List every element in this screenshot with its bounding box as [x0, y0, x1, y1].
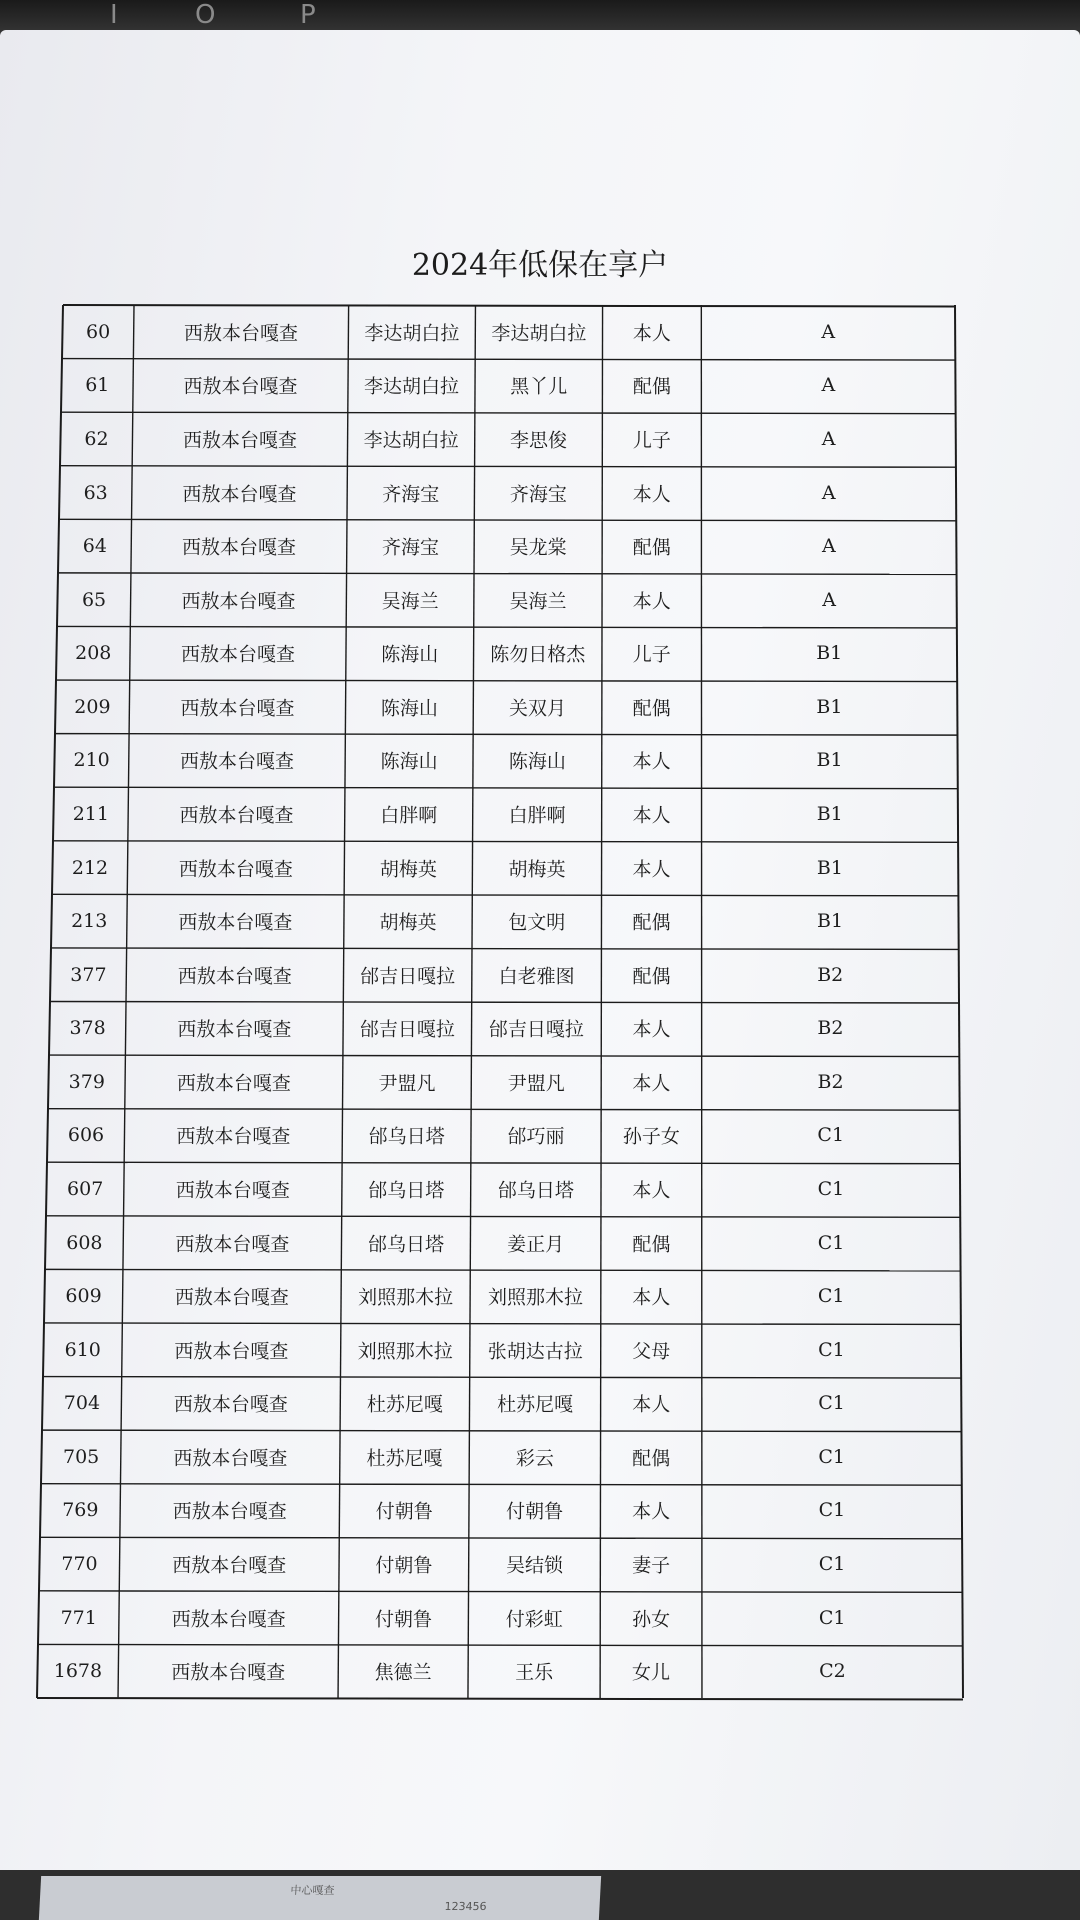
- table-row-line: [55, 734, 957, 736]
- table-row-line: [61, 412, 956, 414]
- table-row-line: [44, 1323, 961, 1325]
- table-row-line: [56, 680, 957, 682]
- table-cell: 377: [70, 963, 107, 986]
- table-cell: 白胖啊: [380, 804, 438, 827]
- table-cell: C1: [818, 1445, 846, 1468]
- table-cell: 西敖本台嘎查: [175, 1233, 290, 1256]
- table-cell: 女儿: [632, 1661, 671, 1684]
- table-cell: 配偶: [632, 536, 671, 559]
- table-cell: C1: [817, 1285, 845, 1308]
- table-cell: A: [822, 588, 836, 611]
- table-cell: 西敖本台嘎查: [177, 965, 292, 988]
- table-cell: 210: [73, 749, 110, 772]
- table-cell: 西敖本台嘎查: [176, 1125, 291, 1148]
- table-cell: 张胡达古拉: [487, 1340, 583, 1363]
- table-cell: 212: [71, 856, 109, 879]
- table-cell: 西敖本台嘎查: [178, 858, 293, 881]
- table-cell: 西敖本台嘎查: [179, 750, 294, 773]
- table-cell: 771: [60, 1606, 97, 1629]
- table-row-line: [42, 1430, 961, 1432]
- table-cell: 付朝鲁: [506, 1500, 564, 1523]
- table-cell: 60: [86, 320, 111, 343]
- table-cell: 李达胡白拉: [364, 375, 460, 398]
- table-cell: 李达胡白拉: [363, 429, 459, 452]
- table-row-line: [59, 519, 956, 521]
- table-cell: 本人: [632, 1393, 671, 1416]
- table-cell: 西敖本台嘎查: [178, 911, 293, 934]
- table-cell: A: [821, 481, 836, 504]
- table-cell: 西敖本台嘎查: [180, 697, 295, 720]
- table-cell: 邰乌日塔: [368, 1125, 445, 1148]
- table-cell: 209: [74, 695, 111, 718]
- table-cell: 西敖本台嘎查: [183, 375, 298, 398]
- table-cell: B1: [817, 910, 844, 933]
- table-cell: 609: [65, 1285, 102, 1308]
- table-cell: 李达胡白拉: [491, 322, 587, 345]
- table-row-line: [63, 305, 955, 307]
- table-cell: 付朝鲁: [375, 1608, 433, 1631]
- table-column-line: [600, 305, 602, 1698]
- table-column-line: [701, 305, 702, 1698]
- table-cell: 胡梅英: [379, 911, 437, 934]
- table-row-line: [60, 466, 956, 468]
- table-cell: 吴海兰: [381, 590, 439, 613]
- table-cell: A: [821, 320, 836, 343]
- table-cell: 邰吉日嘎拉: [359, 1018, 455, 1041]
- page-title: 2024年低保在享户: [411, 248, 669, 283]
- table-cell: 64: [82, 535, 107, 558]
- table-cell: 西敖本台嘎查: [181, 536, 297, 559]
- table-row-line: [41, 1484, 962, 1486]
- table-cell: 吴海兰: [509, 590, 567, 613]
- table-cell: 西敖本台嘎查: [184, 322, 299, 345]
- table-cell: 西敖本台嘎查: [177, 1018, 292, 1041]
- table-cell: 211: [72, 802, 109, 825]
- table-cell: 本人: [632, 858, 671, 881]
- table-row-line: [51, 948, 959, 950]
- table-cell: 彩云: [515, 1447, 554, 1470]
- table-cell: B2: [817, 1070, 844, 1093]
- table-cell: 邰巧丽: [507, 1125, 565, 1148]
- table-cell: C1: [818, 1338, 845, 1361]
- table-cell: 关双月: [509, 697, 567, 720]
- table-cell: 西敖本台嘎查: [182, 483, 297, 506]
- table-cell: 608: [66, 1231, 103, 1254]
- table-cell: 本人: [632, 1018, 671, 1041]
- table-cell: 父母: [632, 1340, 671, 1363]
- table-cell: 208: [75, 642, 112, 665]
- table-cell: 65: [81, 588, 107, 611]
- table-cell: 吴结锁: [505, 1554, 564, 1577]
- table-cell: B1: [816, 642, 843, 665]
- table-cell: 陈勿日格杰: [490, 643, 586, 666]
- table-cell: 西敖本台嘎查: [180, 643, 295, 666]
- table-cell: 包文明: [508, 911, 566, 934]
- underlying-paper-text: 中心嘎查: [290, 1884, 335, 1897]
- table-cell: 607: [67, 1178, 104, 1201]
- underlying-paper: [39, 1876, 601, 1920]
- table-cell: 陈海山: [380, 750, 438, 773]
- table-cell: 配偶: [632, 911, 671, 934]
- table-cell: 705: [63, 1445, 100, 1468]
- table-cell: 白老雅图: [498, 965, 575, 988]
- table-column-line: [955, 305, 963, 1698]
- table-cell: 西敖本台嘎查: [174, 1286, 289, 1309]
- table-cell: 邰乌日塔: [368, 1179, 445, 1202]
- table-cell: 西敖本台嘎查: [176, 1072, 291, 1095]
- table-cell: 孙子女: [622, 1125, 680, 1148]
- table-cell: 本人: [632, 750, 671, 773]
- table-cell: 378: [69, 1017, 106, 1040]
- table-cell: 本人: [632, 1500, 671, 1523]
- table-cell: C1: [817, 1178, 845, 1201]
- table-row-line: [49, 1055, 959, 1057]
- table-cell: 王乐: [515, 1661, 554, 1684]
- table-cell: 陈海山: [380, 697, 438, 720]
- table-cell: 西敖本台嘎查: [183, 429, 298, 452]
- table-cell: 邰乌日塔: [367, 1233, 444, 1256]
- table-cell: 杜苏尼嘎: [497, 1393, 574, 1416]
- table-cell: B2: [817, 963, 844, 986]
- table-cell: B1: [816, 695, 843, 718]
- underlying-paper-text: 123456: [444, 1900, 487, 1913]
- table-row-line: [53, 841, 958, 843]
- table-row-line: [48, 1109, 960, 1111]
- table-cell: 配偶: [632, 965, 671, 988]
- table-row-line: [40, 1537, 962, 1539]
- table-cell: 配偶: [632, 1447, 671, 1470]
- table-cell: 尹盟凡: [378, 1072, 436, 1095]
- table-cell: C1: [817, 1124, 845, 1147]
- keyboard-key-label: P: [300, 0, 316, 30]
- table-cell: 儿子: [632, 429, 671, 452]
- table-cell: 孙女: [632, 1608, 671, 1631]
- table-cell: 白胖啊: [508, 804, 566, 827]
- table-cell: 焦德兰: [374, 1661, 432, 1684]
- table-cell: 刘照那木拉: [357, 1340, 453, 1363]
- table-cell: 陈海山: [381, 643, 439, 666]
- table-row-line: [39, 1591, 962, 1593]
- table-cell: 姜正月: [507, 1233, 565, 1256]
- table-cell: 1678: [53, 1660, 103, 1683]
- table-cell: C1: [818, 1553, 846, 1576]
- table-cell: 西敖本台嘎查: [175, 1179, 290, 1202]
- table-cell: 213: [71, 910, 108, 933]
- table-cell: 付彩虹: [505, 1608, 563, 1631]
- table-cell: 704: [63, 1392, 101, 1415]
- table-cell: 陈海山: [508, 750, 566, 773]
- table-row-line: [47, 1162, 960, 1164]
- table-cell: 西敖本台嘎查: [172, 1554, 287, 1577]
- table-cell: C1: [818, 1392, 845, 1415]
- table-cell: 62: [84, 427, 109, 450]
- table-cell: 杜苏尼嘎: [366, 1393, 443, 1416]
- keyboard-key-label: O: [195, 0, 216, 30]
- table-cell: 齐海宝: [382, 483, 440, 506]
- table-cell: 儿子: [632, 643, 671, 666]
- table-row-line: [62, 359, 955, 361]
- table-cell: 本人: [632, 590, 671, 613]
- table-row-line: [38, 1644, 963, 1646]
- table-cell: 妻子: [632, 1554, 671, 1577]
- table-cell: 606: [67, 1124, 105, 1147]
- table-cell: 本人: [632, 1072, 671, 1095]
- table-cell: 吴龙棠: [509, 536, 567, 559]
- table-cell: 李思俊: [510, 429, 568, 452]
- table-cell: B1: [816, 749, 843, 772]
- table-row-line: [52, 894, 958, 896]
- table-row-line: [46, 1216, 960, 1218]
- table-cell: 本人: [632, 804, 671, 827]
- table-cell: A: [822, 535, 836, 558]
- table-cell: 西敖本台嘎查: [173, 1447, 288, 1470]
- table-cell: 配偶: [632, 697, 671, 720]
- table-cell: 配偶: [632, 1233, 671, 1256]
- table-cell: 付朝鲁: [375, 1500, 433, 1523]
- table-cell: 西敖本台嘎查: [174, 1340, 289, 1363]
- table-cell: B1: [816, 802, 843, 825]
- table-row-line: [57, 626, 957, 628]
- table-row-line: [58, 573, 957, 575]
- table-cell: 西敖本台嘎查: [171, 1608, 286, 1631]
- table-cell: C1: [818, 1499, 846, 1522]
- table-cell: 齐海宝: [509, 483, 567, 506]
- table-cell: 邰乌日塔: [497, 1179, 574, 1202]
- table-cell: A: [821, 427, 836, 450]
- table-cell: 379: [68, 1070, 105, 1093]
- table-cell: B1: [816, 856, 843, 879]
- table-cell: 黑丫儿: [510, 375, 568, 398]
- table-cell: C1: [817, 1231, 845, 1254]
- table-cell: 邰吉日嘎拉: [488, 1018, 584, 1041]
- table-row-line: [50, 1002, 959, 1004]
- table-row-line: [37, 1698, 963, 1700]
- table-cell: 769: [62, 1499, 99, 1522]
- table-cell: 付朝鲁: [375, 1554, 433, 1577]
- table-row-line: [54, 787, 958, 789]
- table-cell: 610: [64, 1338, 101, 1361]
- table-cell: 刘照那木拉: [358, 1286, 454, 1309]
- table-cell: B2: [817, 1017, 844, 1040]
- table-cell: 齐海宝: [381, 536, 439, 559]
- table-cell: 770: [61, 1553, 98, 1576]
- table-cell: 本人: [632, 322, 671, 345]
- table-cell: C1: [818, 1606, 846, 1629]
- table-cell: 西敖本台嘎查: [181, 590, 296, 613]
- table-cell: 胡梅英: [508, 858, 566, 881]
- table-cell: 杜苏尼嘎: [366, 1447, 443, 1470]
- table-cell: 胡梅英: [379, 858, 437, 881]
- table-cell: 63: [83, 481, 108, 504]
- table-cell: 西敖本台嘎查: [179, 804, 294, 827]
- table-cell: 配偶: [632, 375, 671, 398]
- table-cell: 本人: [632, 483, 671, 506]
- keyboard-key-label: I: [110, 0, 118, 30]
- table-cell: 西敖本台嘎查: [172, 1500, 287, 1523]
- table-cell: 61: [85, 374, 110, 397]
- table-cell: 李达胡白拉: [364, 322, 460, 345]
- table-row-line: [43, 1377, 961, 1379]
- table-cell: 西敖本台嘎查: [173, 1393, 288, 1416]
- table-cell: A: [821, 374, 836, 397]
- table-cell: 本人: [632, 1286, 671, 1309]
- table-cell: 邰吉日嘎拉: [360, 965, 456, 988]
- table-cell: C2: [819, 1660, 846, 1683]
- table-row-line: [45, 1269, 961, 1271]
- table-cell: 西敖本台嘎查: [171, 1661, 286, 1684]
- table-cell: 尹盟凡: [507, 1072, 565, 1095]
- table-cell: 本人: [632, 1179, 671, 1202]
- table-cell: 刘照那木拉: [487, 1286, 583, 1309]
